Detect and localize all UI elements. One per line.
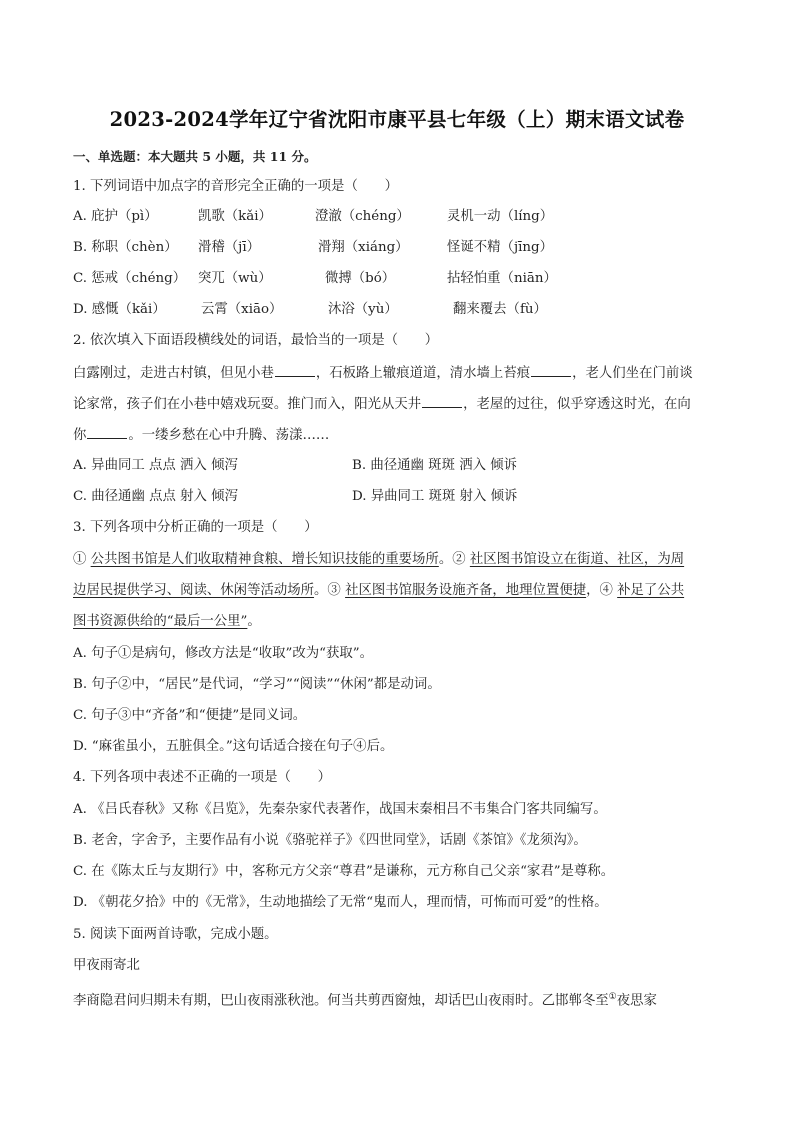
q3-option-b: B. 句子②中，“居民”是代词，“学习”“阅读”“休闲”都是动词。: [73, 677, 441, 692]
q1-c-3: 微搏（bó）: [325, 271, 396, 286]
q4-option-a: A. 《吕氏春秋》又称《吕览》，先秦杂家代表著作，战国末秦相吕不韦集合门客共同编写。: [73, 802, 607, 817]
q3-option-a: A. 句子①是病句，修改方法是“收取”改为“获取”。: [73, 646, 373, 661]
answer-blank-3: [422, 395, 462, 408]
q2-passage-line-3: [73, 426, 329, 445]
q1-d-2: 云霄（xiāo）: [201, 302, 283, 317]
q3-underlined: 图书资源供给的“最后一公里”: [73, 614, 248, 629]
q3-marker: ①: [73, 552, 91, 567]
answer-blank-1: [275, 364, 315, 377]
q1-c-1: C. 惩戒（chéng）: [73, 271, 187, 286]
q1-d-1: D. 感慨（kǎi）: [73, 302, 166, 317]
q2-text: 论家常，孩子们在小巷中嬉戏玩耍。推门而入，阳光从天井: [73, 397, 422, 412]
footnote-marker: ①: [608, 992, 617, 1002]
q1-d-3: 沐浴（yù）: [328, 302, 398, 317]
question-3-stem: 3. 下列各项中分析正确的一项是（ ）: [73, 520, 318, 535]
q2-option-d: D. 异曲同工 斑斑 射入 倾诉: [352, 489, 518, 504]
poem-title: 甲夜雨寄北: [73, 958, 140, 973]
q1-c-2: 突兀（wù）: [198, 271, 272, 286]
q3-option-c: C. 句子③中“齐备”和“便捷”是同义词。: [73, 708, 307, 723]
q2-option-a: A. 异曲同工 点点 洒入 倾泻: [73, 458, 238, 473]
q3-underlined: 公共图书馆是人们收取精神食粮、增长知识技能的重要场所: [90, 552, 439, 567]
q2-text: ，老屋的过往，似乎穿透这时光，在向: [463, 397, 691, 412]
q3-underlined: 补足了公共: [617, 583, 685, 598]
q4-option-c: C. 在《陈太丘与友期行》中，客称元方父亲“尊君”是谦称，元方称自己父亲“家君”是尊称。: [73, 864, 615, 879]
q3-marker: 。②: [438, 552, 470, 567]
q2-text: ，石板路上辙痕道道，清水墙上苔痕: [315, 366, 531, 381]
q1-b-2: 滑稽（jī）: [198, 240, 260, 255]
q2-text: 。一缕乡愁在心中升腾、荡漾……: [128, 428, 330, 443]
q3-passage-line-1: [73, 551, 684, 569]
q1-d-4: 翻来覆去（fù）: [453, 302, 547, 317]
q1-a-2: 凯歌（kǎi）: [198, 209, 272, 224]
q3-option-d: D. “麻雀虽小，五脏俱全。”这句话适合接在句子④后。: [73, 739, 394, 754]
q1-a-1: A. 庇护（pì）: [73, 209, 158, 224]
q3-underlined: 社区图书馆设立在街道、社区，为周: [469, 552, 685, 567]
page-title: 2023-2024学年辽宁省沈阳市康平县七年级（上）期末语文试卷: [109, 108, 685, 131]
q3-marker: ，④: [586, 583, 618, 598]
poem-text-line: [73, 988, 657, 1010]
q3-passage-line-2: [73, 582, 684, 600]
q1-b-1: B. 称职（chèn）: [73, 240, 178, 255]
q3-marker: 。③: [314, 583, 346, 598]
question-1-stem: 1. 下列词语中加点字的音形完全正确的一项是（ ）: [73, 179, 399, 194]
q1-b-4: 怪诞不精（jīng）: [447, 240, 553, 255]
q2-text: 白露刚过，走进古村镇，但见小巷: [73, 366, 274, 381]
q1-a-3: 澄澈（chéng）: [315, 209, 410, 224]
q3-underlined: 社区图书馆服务设施齐备，地理位置便捷: [345, 583, 587, 598]
q2-option-b: B. 曲径通幽 斑斑 洒入 倾诉: [352, 458, 518, 473]
q4-option-d: D. 《朝花夕拾》中的《无常》，生动地描绘了无常“鬼而人，理而情，可怖而可爱”的性格。: [73, 895, 608, 910]
answer-blank-4: [87, 426, 127, 439]
q3-marker: 。: [247, 614, 261, 629]
q2-text: ，老人们坐在门前谈: [572, 366, 693, 381]
q4-option-b: B. 老舍，字舍予，主要作品有小说《骆驼祥子》《四世同堂》，话剧《茶馆》《龙须沟》。: [73, 833, 587, 848]
section-heading: 一、单选题：本大题共 5 小题，共 11 分。: [73, 149, 317, 164]
q1-c-4: 拈轻怕重（niān）: [447, 271, 557, 286]
q3-underlined: 边居民提供学习、阅读、休闲等活动场所: [73, 583, 315, 598]
poem-text: 李商隐君问归期未有期，巴山夜雨涨秋池。何当共剪西窗烛，却话巴山夜雨时。乙邯郸冬至: [73, 993, 609, 1009]
q2-passage-line-1: [73, 364, 693, 383]
question-5-stem: 5. 阅读下面两首诗歌，完成小题。: [73, 927, 278, 942]
q2-passage-line-2: [73, 395, 691, 414]
question-2-stem: 2. 依次填入下面语段横线处的词语，最恰当的一项是（ ）: [73, 333, 439, 348]
poem-text: 夜思家: [616, 993, 657, 1009]
answer-blank-2: [531, 364, 571, 377]
q3-passage-line-3: [73, 613, 261, 631]
question-4-stem: 4. 下列各项中表述不正确的一项是（ ）: [73, 770, 332, 785]
q1-b-3: 滑翔（xiáng）: [318, 240, 409, 255]
q2-option-c: C. 曲径通幽 点点 射入 倾泻: [73, 489, 238, 504]
q1-a-4: 灵机一动（líng）: [447, 209, 554, 224]
q2-text: 你: [73, 428, 87, 443]
